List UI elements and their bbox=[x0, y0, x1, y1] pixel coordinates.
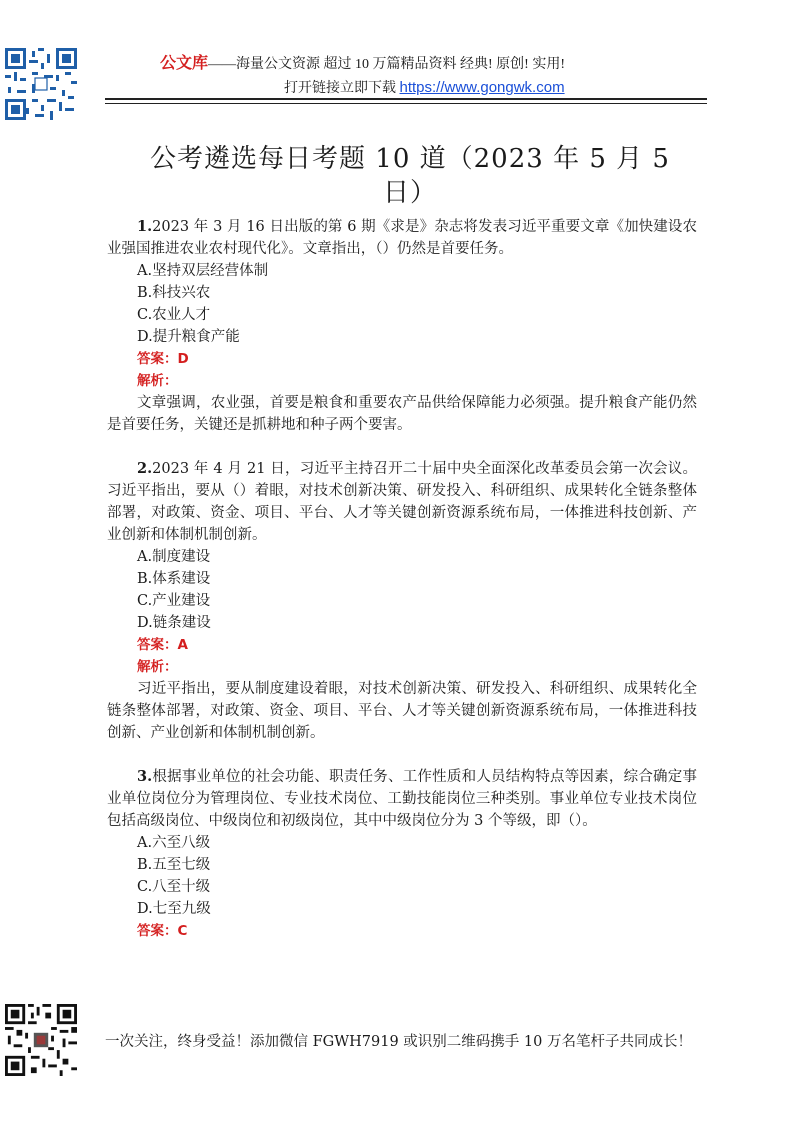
question-2-option-b: B.体系建设 bbox=[137, 571, 211, 587]
header-rule-thick bbox=[105, 98, 707, 100]
question-2-stem bbox=[107, 458, 697, 546]
header-rule-thin bbox=[105, 103, 707, 104]
spacer bbox=[107, 744, 697, 766]
website-link[interactable]: https://www.gongwk.com bbox=[399, 79, 565, 96]
question-list bbox=[107, 216, 697, 942]
header-tagline: ——海量公文资源 超过 10 万篇精品资料 经典! 原创! 实用! bbox=[208, 57, 566, 72]
download-text: 打开链接立即下载 bbox=[284, 81, 400, 96]
question-3-option-a: A.六至八级 bbox=[137, 835, 211, 851]
header-tagline-line bbox=[160, 50, 565, 73]
question-1-option-a: A.坚持双层经营体制 bbox=[137, 263, 269, 279]
question-1-option-c: C.农业人才 bbox=[137, 307, 211, 323]
question-3-option-d: D.七至九级 bbox=[137, 901, 211, 917]
question-1-answer: 答案：D bbox=[137, 351, 189, 367]
question-3-text: 根据事业单位的社会功能、职责任务、工作性质和人员结构特点等因素，综合确定事业单位岗位分为管理岗位、专业技术岗位、工勤技能岗位三种类别。事业单位专业技术岗位包括高级岗位、中级岗位和初级岗位，其中中级岗位分为 3 个等级，即（）。 bbox=[107, 769, 697, 829]
question-2-option-d: D.链条建设 bbox=[137, 615, 211, 631]
question-1-analysis-label: 解析： bbox=[137, 373, 178, 389]
question-3-option-c: C.八至十级 bbox=[137, 879, 211, 895]
wechat-qr-icon bbox=[5, 1004, 77, 1076]
question-2-text: 2023 年 4 月 21 日，习近平主持召开二十届中央全面深化改革委员会第一次会议。习近平指出，要从（）着眼，对技术创新决策、研发投入、科研组织、成果转化全链条整体部署，对政策、资金、项目、平台、人才等关键创新资源系统布局，一体推进科技创新、产业创新和体制机制创新。 bbox=[107, 461, 697, 543]
question-1-option-d: D.提升粮食产能 bbox=[137, 329, 240, 345]
footer-promo: 一次关注，终身受益！添加微信 FGWH7919 或识别二维码携手 10 万名笔杆子共同成长！ bbox=[105, 1034, 692, 1050]
qr-code-bottom bbox=[5, 1004, 77, 1076]
question-3-answer: 答案：C bbox=[137, 923, 188, 939]
page-title: 公考遴选每日考题 10 道（2023 年 5 月 5 日） bbox=[150, 144, 670, 208]
qr-code-icon bbox=[5, 48, 77, 120]
brand-name: 公文库 bbox=[160, 53, 209, 72]
question-1-text: 2023 年 3 月 16 日出版的第 6 期《求是》杂志将发表习近平重要文章《加快建设农业强国推进农业农村现代化》。文章指出，（）仍然是首要任务。 bbox=[107, 219, 697, 257]
question-3-stem bbox=[107, 766, 697, 832]
question-1-option-b: B.科技兴农 bbox=[137, 285, 211, 301]
question-2-number: 2. bbox=[137, 460, 153, 477]
question-1-stem bbox=[107, 216, 697, 260]
spacer bbox=[107, 436, 697, 458]
question-2-analysis-label: 解析： bbox=[137, 659, 178, 675]
question-3-number: 3. bbox=[137, 768, 153, 785]
question-2-option-c: C.产业建设 bbox=[137, 593, 211, 609]
qr-code-top bbox=[5, 48, 77, 120]
question-1-number: 1. bbox=[137, 218, 153, 235]
question-2-analysis: 习近平指出，要从制度建设着眼，对技术创新决策、研发投入、科研组织、成果转化全链条整体部署，对政策、资金、项目、平台、人才等关键创新资源系统布局，一体推进科技创新、产业创新和体制机制创新。 bbox=[107, 681, 697, 741]
question-1-analysis: 文章强调，农业强，首要是粮食和重要农产品供给保障能力必须强。提升粮食产能仍然是首要任务，关键还是抓耕地和种子两个要害。 bbox=[107, 395, 697, 433]
header-download-line bbox=[284, 77, 565, 97]
question-2-answer: 答案：A bbox=[137, 637, 188, 653]
question-3-option-b: B.五至七级 bbox=[137, 857, 211, 873]
question-2-option-a: A.制度建设 bbox=[137, 549, 211, 565]
